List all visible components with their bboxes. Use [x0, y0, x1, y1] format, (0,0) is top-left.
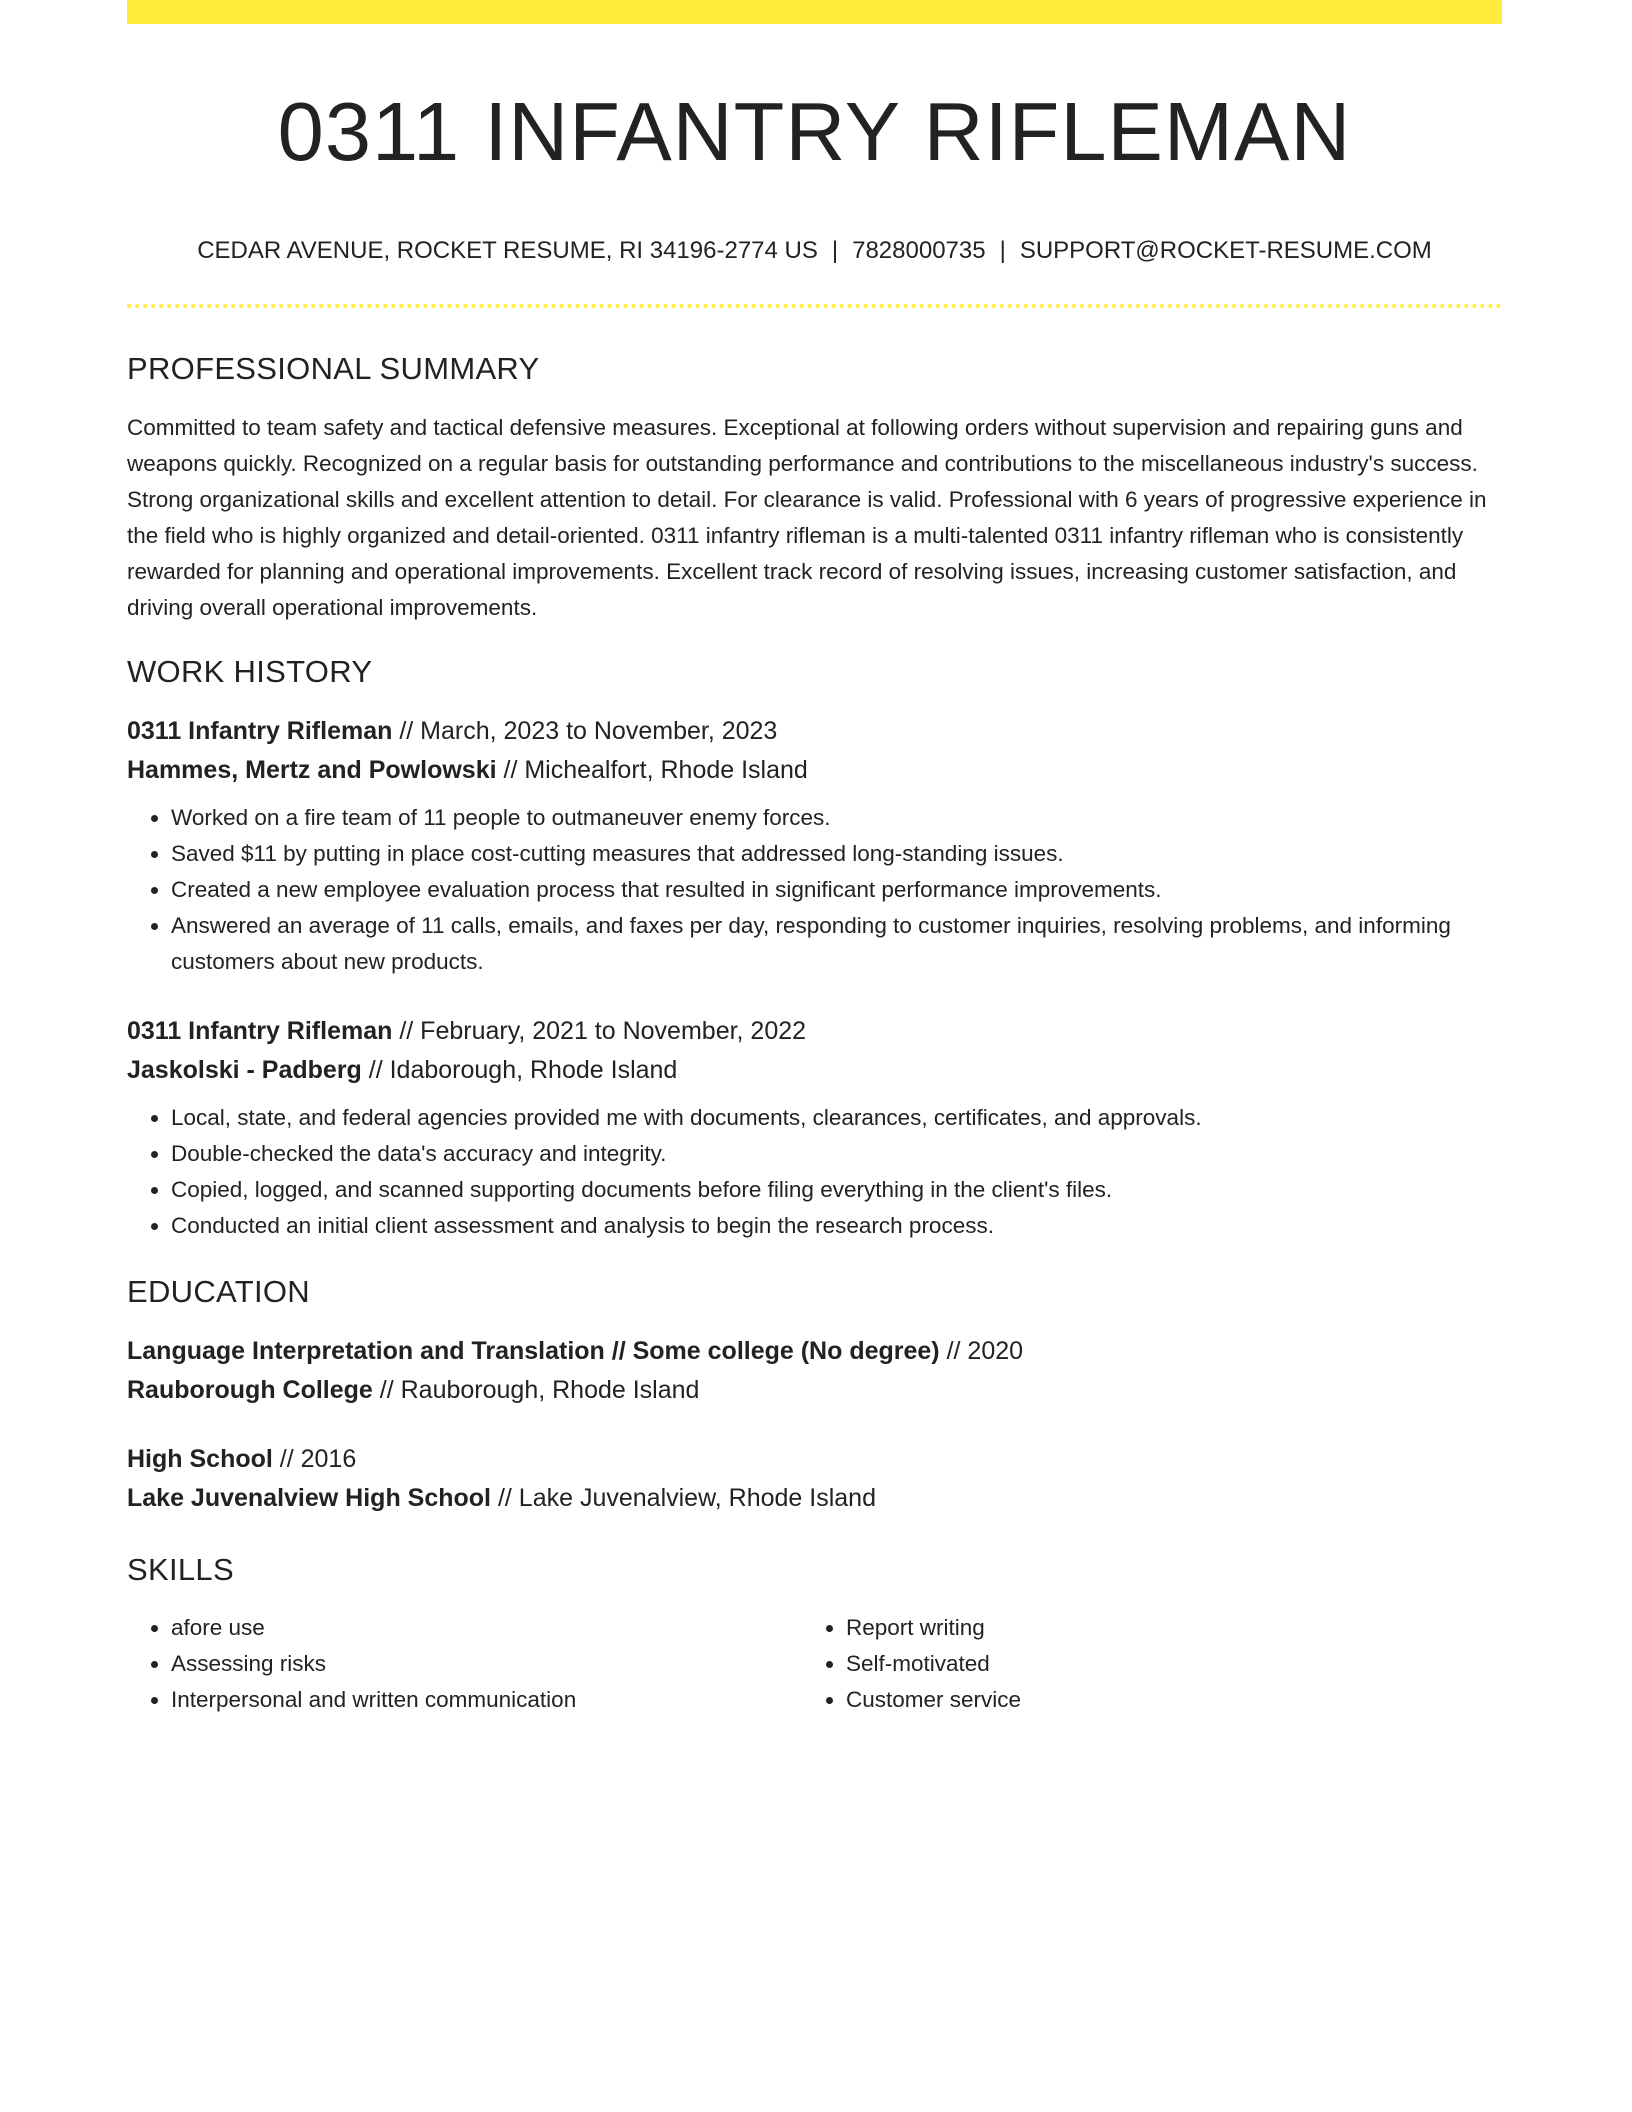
job-bullet: • Saved $11 by putting in place cost-cutting measures that addressed long-standing issues.: [171, 836, 1502, 872]
job-entry: [127, 712, 1502, 980]
contact-phone: 7828000735: [852, 237, 986, 265]
skill-item: • Report writing: [846, 1610, 1477, 1646]
education-school: Lake Juvenalview High School: [127, 1484, 492, 1513]
job-company-line: [127, 751, 1502, 790]
accent-top-bar: [127, 0, 1502, 24]
section-title-summary: PROFESSIONAL SUMMARY: [127, 351, 540, 387]
job-title-line: [127, 712, 1502, 751]
contact-separator: |: [831, 237, 839, 265]
contact-separator: |: [999, 237, 1006, 265]
job-bullet: • Double-checked the data's accuracy and integrity.: [171, 1136, 1502, 1172]
education-degree: High School: [127, 1445, 273, 1474]
education-school-line: [127, 1371, 1502, 1410]
job-location: // Michealfort, Rhode Island: [496, 756, 808, 785]
job-bullet: • Worked on a fire team of 11 people to outmaneuver enemy forces.: [171, 800, 1502, 836]
education-degree: Language Interpretation and Translation // Some college (No degree): [127, 1337, 940, 1366]
section-title-education: EDUCATION: [127, 1274, 310, 1310]
education-school-line: [127, 1479, 1502, 1518]
education-degree-line: [127, 1440, 1502, 1479]
job-bullet: • Local, state, and federal agencies provided me with documents, clearances, certificates, and approvals.: [171, 1100, 1502, 1136]
skill-item: • Assessing risks: [171, 1646, 802, 1682]
job-bullet: • Conducted an initial client assessment and analysis to begin the research process.: [171, 1208, 1502, 1244]
contact-line: [127, 237, 1502, 266]
job-dates: // March, 2023 to November, 2023: [392, 717, 778, 746]
job-company: Hammes, Mertz and Powlowski: [127, 756, 497, 785]
dotted-divider: [127, 304, 1502, 308]
skill-item: • Customer service: [846, 1682, 1477, 1718]
job-title-line: [127, 1012, 1502, 1051]
job-entry: [127, 1012, 1502, 1244]
skills-left-list: [127, 1610, 802, 1718]
skill-item: • Self-motivated: [846, 1646, 1477, 1682]
education-location: // Lake Juvenalview, Rhode Island: [491, 1484, 876, 1513]
skills-right-list: [802, 1610, 1477, 1718]
job-location: // Idaborough, Rhode Island: [361, 1056, 678, 1085]
job-dates: // February, 2021 to November, 2022: [392, 1017, 807, 1046]
contact-email: SUPPORT@ROCKET-RESUME.COM: [1019, 237, 1432, 265]
candidate-name: 0311 INFANTRY RIFLEMAN: [277, 85, 1352, 178]
summary-text: Committed to team safety and tactical defensive measures. Exceptional at following orders without supervision and repairing guns and weapons quickly. Recognized on a regular basis for outstanding performance and contributions to the miscellaneous industry's success. Strong organizational skills and excellent attention to detail. For clearance is valid. Professional with 6 years of progressive experience in the field who is highly organized and detail-oriented. 0311 infantry rifleman is a multi-talented 0311 infantry rifleman who is consistently rewarded for planning and operational improvements. Excellent track record of resolving issues, increasing customer satisfaction, and driving overall operational improvements.: [127, 415, 1487, 621]
education-year: // 2016: [272, 1445, 357, 1474]
skill-item: • Interpersonal and written communication: [171, 1682, 802, 1718]
education-entry: [127, 1332, 1502, 1410]
education-location: // Rauborough, Rhode Island: [372, 1376, 700, 1405]
job-bullet: • Created a new employee evaluation process that resulted in significant performance improvements.: [171, 872, 1502, 908]
skills-columns: [127, 1610, 1502, 1718]
job-bullets: [127, 800, 1502, 980]
education-entry: [127, 1440, 1502, 1518]
section-title-work-history: WORK HISTORY: [127, 654, 373, 690]
job-company: Jaskolski - Padberg: [127, 1056, 362, 1085]
job-role: 0311 Infantry Rifleman: [127, 1017, 393, 1046]
skill-item: • afore use: [171, 1610, 802, 1646]
education-year: // 2020: [939, 1337, 1024, 1366]
job-company-line: [127, 1051, 1502, 1090]
education-degree-line: [127, 1332, 1502, 1371]
resume-page: [127, 0, 1502, 1718]
section-title-skills: SKILLS: [127, 1552, 234, 1588]
job-bullet: • Answered an average of 11 calls, emails, and faxes per day, responding to customer inquiries, resolving problems, and informing customers about new products.: [171, 908, 1502, 980]
education-school: Rauborough College: [127, 1376, 373, 1405]
job-role: 0311 Infantry Rifleman: [127, 717, 393, 746]
contact-address: CEDAR AVENUE, ROCKET RESUME, RI 34196-2774 US: [197, 237, 818, 265]
job-bullets: [127, 1100, 1502, 1244]
job-bullet: • Copied, logged, and scanned supporting documents before filing everything in the client's files.: [171, 1172, 1502, 1208]
